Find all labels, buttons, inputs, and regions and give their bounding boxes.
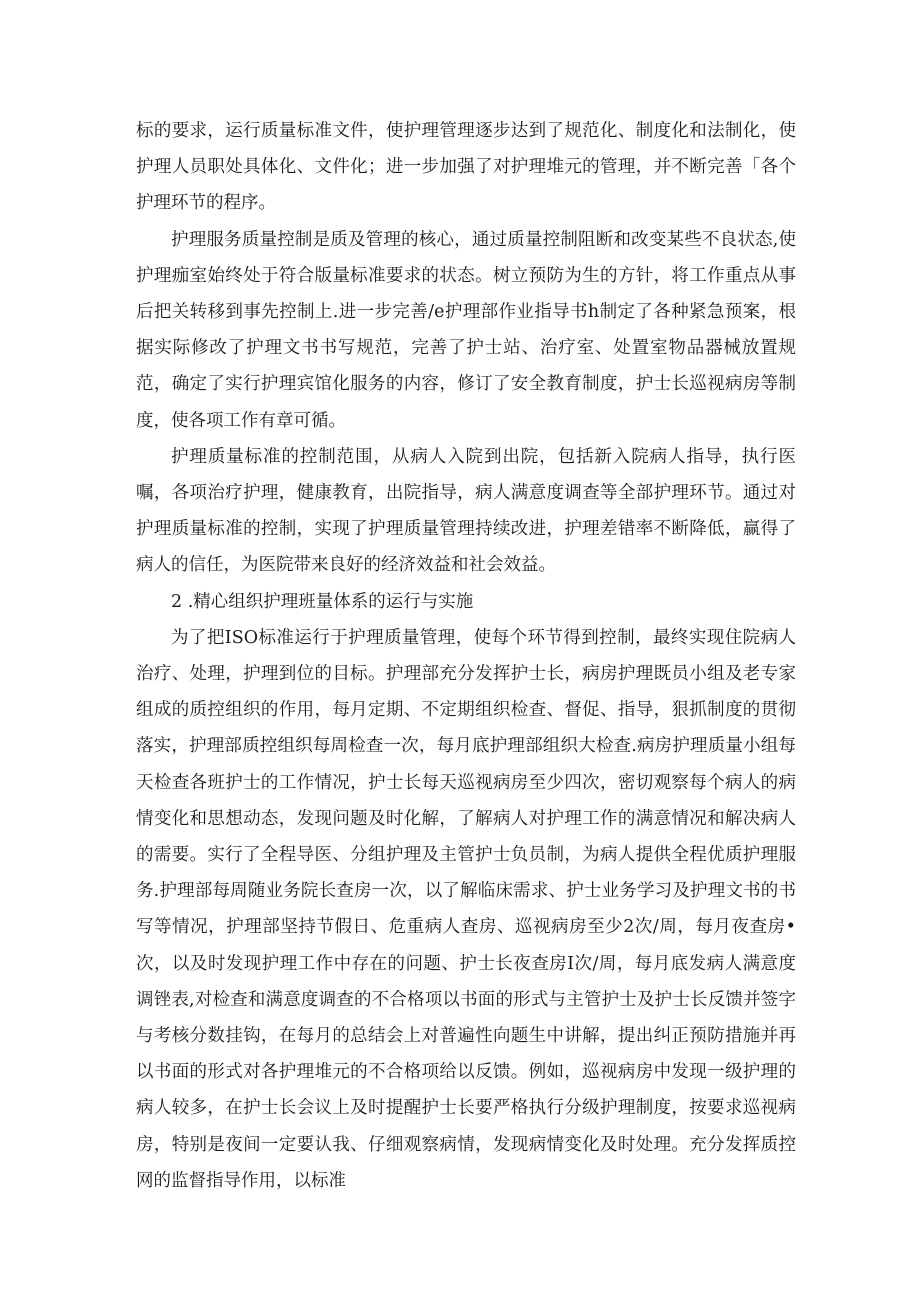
paragraph-iso-implementation: 为了把ISO标准运行于护理质量管理，使每个环节得到控制，最终实现住院病人治疗、处理，护理到位的目标。护理部充分发挥护士长，病房护理既员小组及老专家组成的质控组织的作用，每月定期、不定期组织检查、督促、指导，狠抓制度的贯彻落实，护理部质控组织每周检查一次，每月底护理部组织大检查.病房护理质量小组每天检查各班护士的工作情况，护士长每天巡视病房至少四次，密切观察每个病人的病情变化和思想动态，发现问题及时化解，了解病人对护理工作的满意情况和解决病人的需要。实行了全程导医、分组护理及主管护士负员制，为病人提供全程优质护理服务.护理部每周随业务院长查房一次，以了解临床需求、护士业务学习及护理文书的书写等情况，护理部坚持节假日、危重病人查房、巡视病房至少2次/周，每月夜查房•次，以及时发现护理工作中存在的问题、护士长夜查房I次/周，每月底发病人满意度调锉表,对检查和满意度调查的不合格项以书面的形式与主管护士及护士长反馈并签字与考核分数挂钩，在每月的总结会上对普遍性向题生中讲解，提出纠正预防措施并再以书面的形式对各护理堆元的不合格项给以反馈。例如，巡视病房中发现一级护理的病人较多，在护士长会议上及时提醒护士长要严格执行分级护理制度，按要求巡视病房，特别是夜间一定要认我、仔细观察病情，发现病情变化及时处理。充分发挥质控网的监督指导作用，以标准 (136, 627, 796, 1191)
paragraph-control-scope: 护理质量标准的控制范围，从病人入院到出院，包括新入院病人指导，执行医嘱，各项治疗护理，健康教育，出院指导，病人满意度调查等全部护理环节。通过对护理质量标准的控制，实现了护理质量管理持续改进，护理差错率不断降低，赢得了病人的信任，为医院带来良好的经济效益和社会效益。 (136, 446, 796, 576)
paragraph-quality-control: 护理服务质量控制是质及管理的核心，通过质量控制阻断和改变某些不良状态,使护理痂室始终处于符合版量标准要求的状态。树立预防为生的方针，将工作重点从事后把关转移到事先控制上.进一步完善/e护理部作业指导书h制定了各种紧急预案，根据实际修改了护理文书书写规范，完善了护士站、治疗室、处置室物品器械放置规范，确定了实行护理宾馆化服务的内容，修订了安全教育制度，护士长巡视病房等制度，使各项工作有章可循。 (136, 229, 796, 431)
paragraph-continuation: 标的要求，运行质量标准文件，使护理管理逐步达到了规范化、制度化和法制化，使护理人员职处具体化、文件化；进一步加强了对护理堆元的管理，并不断完善「各个护理环节的程序。 (136, 121, 796, 214)
document-body (136, 113, 796, 1199)
section-heading: 2 .精心组织护理班量体系的运行与实施 (171, 591, 474, 612)
